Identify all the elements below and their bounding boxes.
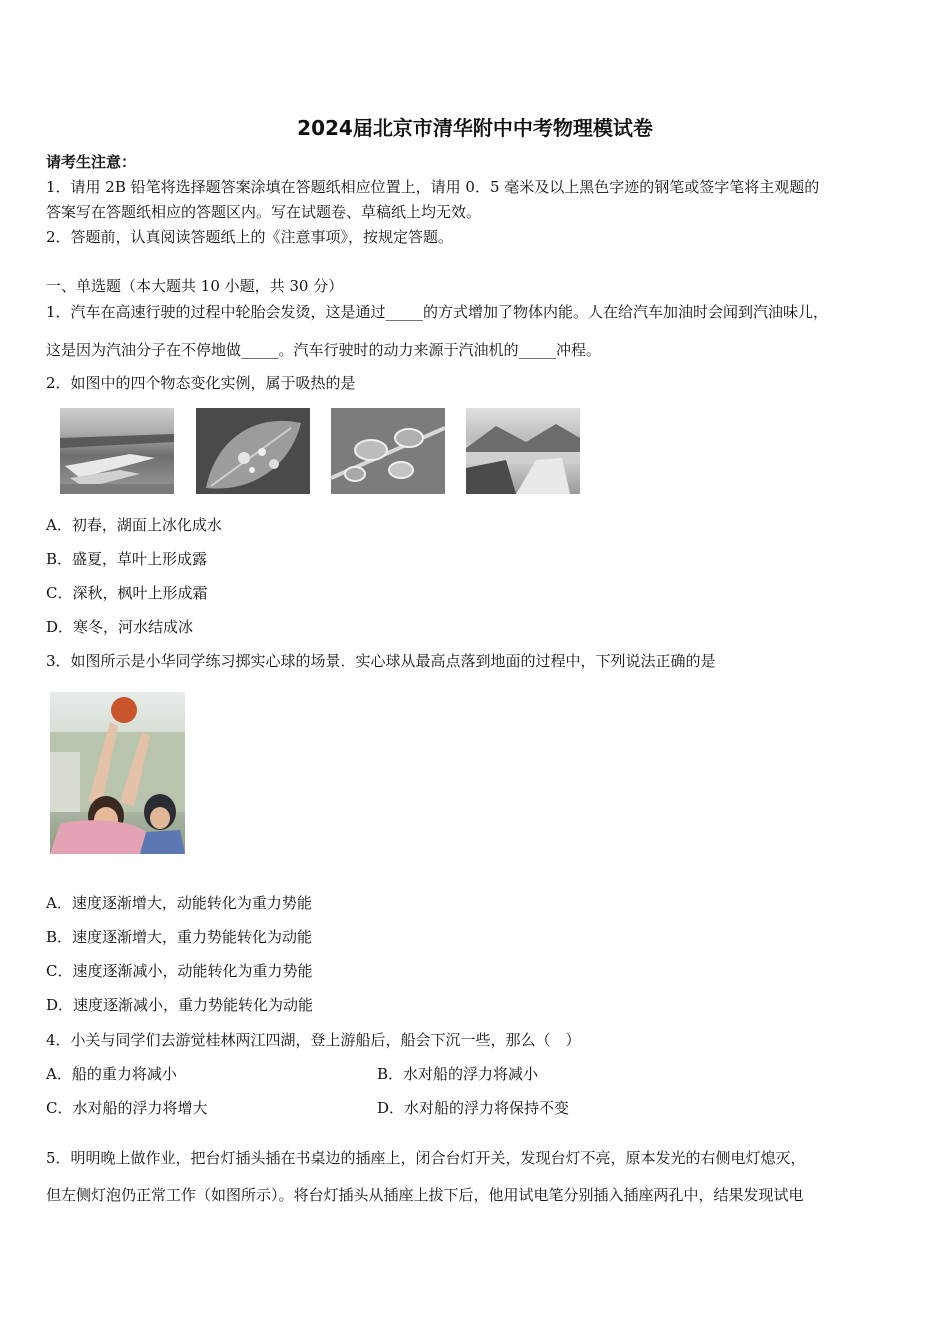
question-3-option-c: C．速度逐渐减小，动能转化为重力势能 — [46, 962, 313, 980]
question-1-line-2: 这是因为汽油分子在不停地做_____。汽车行驶时的动力来源于汽油机的_____冲程。 — [46, 341, 602, 359]
question-4-stem: 4．小关与同学们去游觉桂林两江四湖，登上游船后，船会下沉一些，那么（ ） — [46, 1031, 581, 1049]
question-4-option-d: D．水对船的浮力将保持不变 — [377, 1099, 570, 1117]
question-2-stem: 2．如图中的四个物态变化实例，属于吸热的是 — [46, 374, 356, 392]
question-4-option-b: B．水对船的浮力将减小 — [377, 1065, 539, 1083]
question-4-option-c: C．水对船的浮力将增大 — [46, 1099, 208, 1117]
question-3-option-a: A．速度逐渐增大，动能转化为重力势能 — [46, 894, 312, 912]
dew-on-leaf-photo — [196, 408, 310, 494]
river-freezing-photo — [466, 408, 580, 494]
page-title: 2024届北京市清华附中中考物理模试卷 — [297, 116, 653, 140]
notice-item-1: 1．请用 2B 铅笔将选择题答案涂填在答题纸相应位置上，请用 0．5 毫米及以上黑色字迹的钢笔或签字笔将主观题的 — [46, 178, 820, 196]
question-2-option-b: B．盛夏，草叶上形成露 — [46, 550, 208, 568]
question-2-option-a: A．初春，湖面上冰化成水 — [46, 516, 222, 534]
question-5-line-2: 但左侧灯泡仍正常工作（如图所示）。将台灯插头从插座上拔下后，他用试电笔分别插入插座两孔中，结果发现试电 — [46, 1186, 804, 1204]
frost-on-leaf-photo — [331, 408, 445, 494]
notice-heading: 请考生注意： — [46, 153, 137, 171]
notice-item-2: 2．答题前，认真阅读答题纸上的《注意事项》，按规定答题。 — [46, 228, 454, 246]
question-2-option-d: D．寒冬，河水结成冰 — [46, 618, 194, 636]
question-5-line-1: 5．明明晚上做作业，把台灯插头插在书桌边的插座上，闭合台灯开关，发现台灯不亮，原本发光的右侧电灯熄灭， — [46, 1149, 806, 1167]
question-3-option-d: D．速度逐渐减小，重力势能转化为动能 — [46, 996, 314, 1014]
section-heading: 一、单选题（本大题共 10 小题，共 30 分） — [46, 277, 344, 295]
ice-melting-photo — [60, 408, 174, 494]
shot-put-photo — [50, 692, 185, 854]
question-4-option-a: A．船的重力将减小 — [46, 1065, 177, 1083]
question-1-line-1: 1．汽车在高速行驶的过程中轮胎会发烫，这是通过_____的方式增加了物体内能。人在给汽车加油时会闻到汽油味儿， — [46, 303, 829, 321]
notice-item-1-cont: 答案写在答题纸相应的答题区内。写在试题卷、草稿纸上均无效。 — [46, 203, 482, 221]
question-3-stem: 3．如图所示是小华同学练习掷实心球的场景．实心球从最高点落到地面的过程中，下列说法正确的是 — [46, 652, 716, 670]
question-3-option-b: B．速度逐渐增大，重力势能转化为动能 — [46, 928, 313, 946]
question-2-option-c: C．深秋，枫叶上形成霜 — [46, 584, 208, 602]
